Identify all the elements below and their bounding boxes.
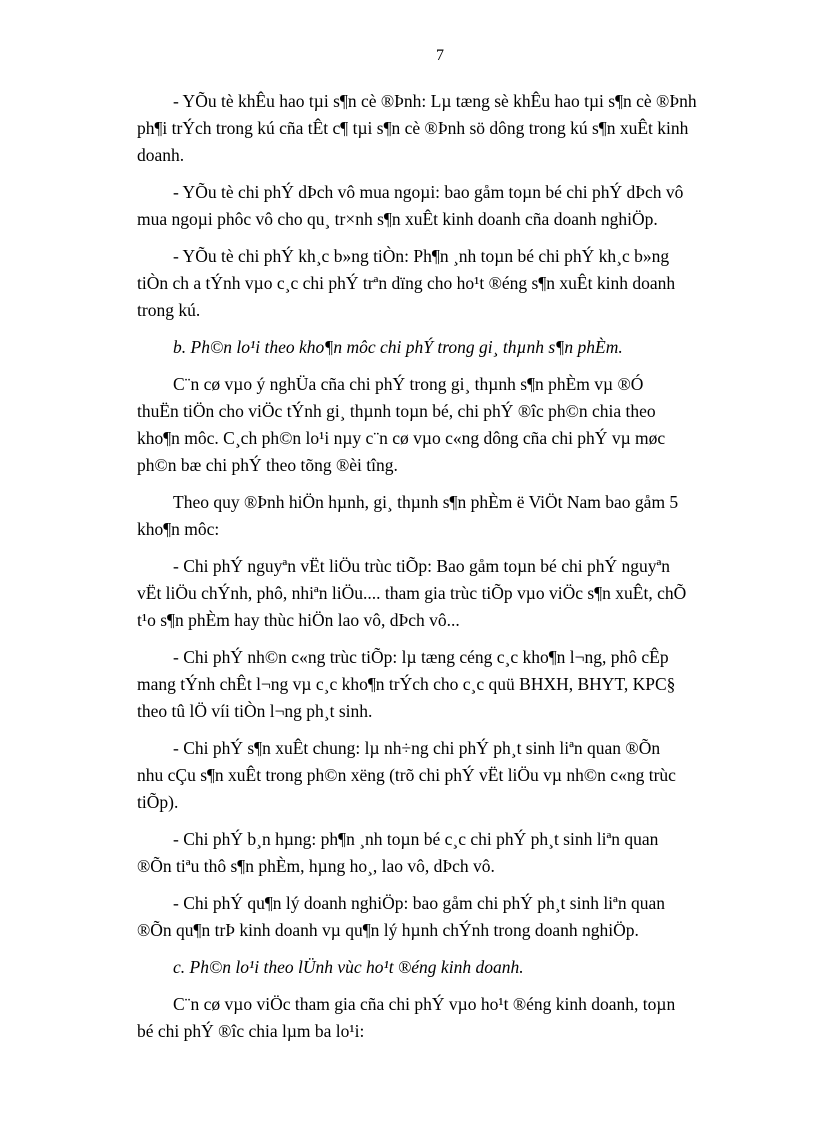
text-line: ph©n bæ chi phÝ theo tõng ®èi tîng. [137, 455, 398, 475]
text-line: Theo quy ®Þnh hiÖn hµnh, gi¸ thµnh s¶n phÈm ë ViÖt Nam bao gåm 5 [173, 492, 679, 512]
text-line: tiÕp). [137, 792, 179, 812]
page-number: 7 [436, 47, 444, 64]
paragraph [137, 88, 741, 169]
text-line: theo tû lÖ víi tiÒn l¬ng ph¸t sinh. [137, 701, 373, 721]
paragraph [137, 243, 741, 324]
text-line: - Chi phÝ nguyªn vËt liÖu trùc tiÕp: Bao gåm toµn bé chi phÝ nguyªn [173, 556, 671, 576]
text-line: t¹o s¶n phÈm hay thùc hiÖn lao vô, dÞch vô... [137, 610, 460, 630]
text-line: bé chi phÝ ®îc chia lµm ba lo¹i: [137, 1021, 365, 1041]
paragraph [137, 735, 741, 816]
text-line: - YÕu tè chi phÝ dÞch vô mua ngoµi: bao gåm toµn bé chi phÝ dÞch vô [173, 182, 684, 202]
section-heading [137, 334, 741, 361]
text-line: - Chi phÝ qu¶n lý doanh nghiÖp: bao gåm chi phÝ ph¸t sinh liªn quan [173, 893, 666, 913]
paragraph [137, 553, 741, 634]
paragraph [137, 371, 741, 479]
text-line: ®Õn qu¶n trÞ kinh doanh vµ qu¶n lý hµnh chÝnh trong doanh nghiÖp. [137, 920, 639, 940]
text-line: - YÕu tè khÊu hao tµi s¶n cè ®Þnh: Lµ tæng sè khÊu hao tµi s¶n cè ®Þnh [173, 91, 697, 111]
paragraph [137, 489, 741, 543]
text-line: doanh. [137, 145, 185, 165]
text-line: nhu cÇu s¶n xuÊt trong ph©n xëng (trõ chi phÝ vËt liÖu vµ nh©n c«ng trùc [137, 765, 676, 785]
text-line: c. Ph©n lo¹i theo lÜnh vùc ho¹t ®éng kinh doanh. [173, 957, 524, 977]
paragraph [137, 826, 741, 880]
text-line: kho¶n môc: [137, 519, 220, 539]
text-line: C¨n cø vµo ý nghÜa cña chi phÝ trong gi¸ thµnh s¶n phÈm vµ ®Ó [173, 374, 644, 394]
text-line: trong kú. [137, 300, 201, 320]
text-line: - Chi phÝ nh©n c«ng trùc tiÕp: lµ tæng céng c¸c kho¶n l¬ng, phô cÊp [173, 647, 669, 667]
text-line: - YÕu tè chi phÝ kh¸c b»ng tiÒn: Ph¶n ¸nh toµn bé chi phÝ kh¸c b»ng [173, 246, 670, 266]
text-line: - Chi phÝ b¸n hµng: ph¶n ¸nh toµn bé c¸c chi phÝ ph¸t sinh liªn quan [173, 829, 659, 849]
document-body [137, 88, 741, 1055]
paragraph [137, 890, 741, 944]
paragraph [137, 179, 741, 233]
paragraph [137, 644, 741, 725]
text-line: kho¶n môc. C¸ch ph©n lo¹i nµy c¨n cø vµo c«ng dông cña chi phÝ vµ møc [137, 428, 666, 448]
text-line: C¨n cø vµo viÖc tham gia cña chi phÝ vµo ho¹t ®éng kinh doanh, toµn [173, 994, 676, 1014]
text-line: mang tÝnh chÊt l¬ng vµ c¸c kho¶n trÝch cho c¸c quü BHXH, BHYT, KPC§ [137, 674, 676, 694]
text-line: vËt liÖu chÝnh, phô, nhiªn liÖu.... tham gia trùc tiÕp vµo viÖc s¶n xuÊt, chÕ [137, 583, 687, 603]
text-line: ph¶i trÝch trong kú cña tÊt c¶ tµi s¶n cè ®Þnh sö dông trong kú s¶n xuÊt kinh [137, 118, 689, 138]
text-line: mua ngoµi phôc vô cho qu¸ tr×nh s¶n xuÊt kinh doanh cña doanh nghiÖp. [137, 209, 658, 229]
text-line: ®Õn tiªu thô s¶n phÈm, hµng ho¸, lao vô, dÞch vô. [137, 856, 495, 876]
text-line: - Chi phÝ s¶n xuÊt chung: lµ nh÷ng chi phÝ ph¸t sinh liªn quan ®Õn [173, 738, 661, 758]
text-line: b. Ph©n lo¹i theo kho¶n môc chi phÝ trong gi¸ thµnh s¶n phÈm. [173, 337, 623, 357]
text-line: tiÒn ch a tÝnh vµo c¸c chi phÝ trªn dïng cho ho¹t ®éng s¶n xuÊt kinh doanh [137, 273, 676, 293]
paragraph [137, 991, 741, 1045]
text-line: thuËn tiÖn cho viÖc tÝnh gi¸ thµnh toµn bé, chi phÝ ®îc ph©n chia theo [137, 401, 656, 421]
section-heading [137, 954, 741, 981]
